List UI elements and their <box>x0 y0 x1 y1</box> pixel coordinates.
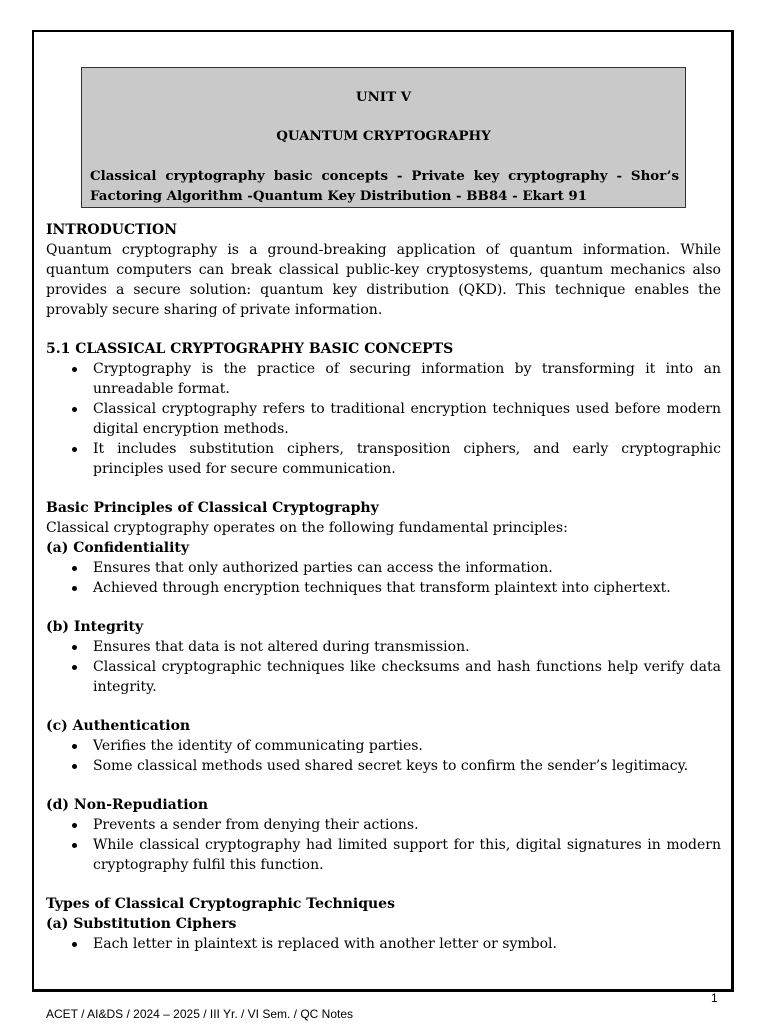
principle-bullet-list <box>46 637 721 697</box>
types-bullet-list <box>46 934 721 954</box>
unit-topics: Classical cryptography basic concepts - Private key cryptography - Shor’s Factoring Algorithm -Quantum Key Distribution - BB84 - Ekart 91 <box>90 168 679 204</box>
list-item: While classical cryptography had limited support for this, digital signatures in modern cryptography fulfil this function. <box>46 835 721 875</box>
principle-bullet-list <box>46 815 721 875</box>
list-item: It includes substitution ciphers, transposition ciphers, and early cryptographic principles used for secure communication. <box>46 439 721 479</box>
unit-label: UNIT V <box>355 89 412 105</box>
bullet-icon <box>72 764 77 769</box>
principle-bullet-list <box>46 736 721 776</box>
bullet-icon <box>72 566 77 571</box>
bullet-icon <box>72 823 77 828</box>
types-sub-heading: (a) Substitution Ciphers <box>46 916 237 932</box>
section-heading: 5.1 CLASSICAL CRYPTOGRAPHY BASIC CONCEPTS <box>46 341 454 357</box>
list-item: Prevents a sender from denying their actions. <box>46 815 721 835</box>
principle-heading-confidentiality: (a) Confidentiality <box>46 540 190 556</box>
bullet-icon <box>72 586 77 591</box>
unit-header-box <box>81 67 686 208</box>
list-item: Ensures that data is not altered during transmission. <box>46 637 721 657</box>
unit-title: QUANTUM CRYPTOGRAPHY <box>276 128 491 144</box>
page-number: 1 <box>711 991 718 1005</box>
list-item: Verifies the identity of communicating parties. <box>46 736 721 756</box>
bullet-icon <box>72 843 77 848</box>
list-item: Some classical methods used shared secret keys to confirm the sender’s legitimacy. <box>46 756 721 776</box>
section-bullet-list <box>46 359 721 479</box>
principle-bullet-list <box>46 558 721 598</box>
list-item: Each letter in plaintext is replaced with another letter or symbol. <box>46 934 721 954</box>
principles-intro: Classical cryptography operates on the following fundamental principles: <box>46 520 568 536</box>
principles-heading: Basic Principles of Classical Cryptography <box>46 500 379 516</box>
list-item: Classical cryptography refers to traditional encryption techniques used before modern digital encryption methods. <box>46 399 721 439</box>
list-item: Achieved through encryption techniques that transform plaintext into ciphertext. <box>46 578 721 598</box>
principle-heading-authentication: (c) Authentication <box>46 718 191 734</box>
list-item: Classical cryptographic techniques like checksums and hash functions help verify data integrity. <box>46 657 721 697</box>
bullet-icon <box>72 645 77 650</box>
bullet-icon <box>72 447 77 452</box>
bullet-icon <box>72 744 77 749</box>
list-item: Cryptography is the practice of securing information by transforming it into an unreadable format. <box>46 359 721 399</box>
principle-heading-integrity: (b) Integrity <box>46 619 144 635</box>
types-heading: Types of Classical Cryptographic Techniques <box>46 896 395 912</box>
document-body <box>46 220 721 954</box>
bullet-icon <box>72 665 77 670</box>
bullet-icon <box>72 407 77 412</box>
introduction-text: Quantum cryptography is a ground-breaking application of quantum information. While quantum computers can break classical public-key cryptosystems, quantum mechanics also provides a secure solution: quantum key distribution (QKD). This technique enables the provably secure sharing of private information. <box>46 242 721 318</box>
bullet-icon <box>72 367 77 372</box>
page-footer: ACET / AI&DS / 2024 – 2025 / III Yr. / VI Sem. / QC Notes <box>46 1007 354 1021</box>
principle-heading-non-repudiation: (d) Non-Repudiation <box>46 797 209 813</box>
introduction-heading: INTRODUCTION <box>46 222 178 238</box>
list-item: Ensures that only authorized parties can access the information. <box>46 558 721 578</box>
bullet-icon <box>72 942 77 947</box>
